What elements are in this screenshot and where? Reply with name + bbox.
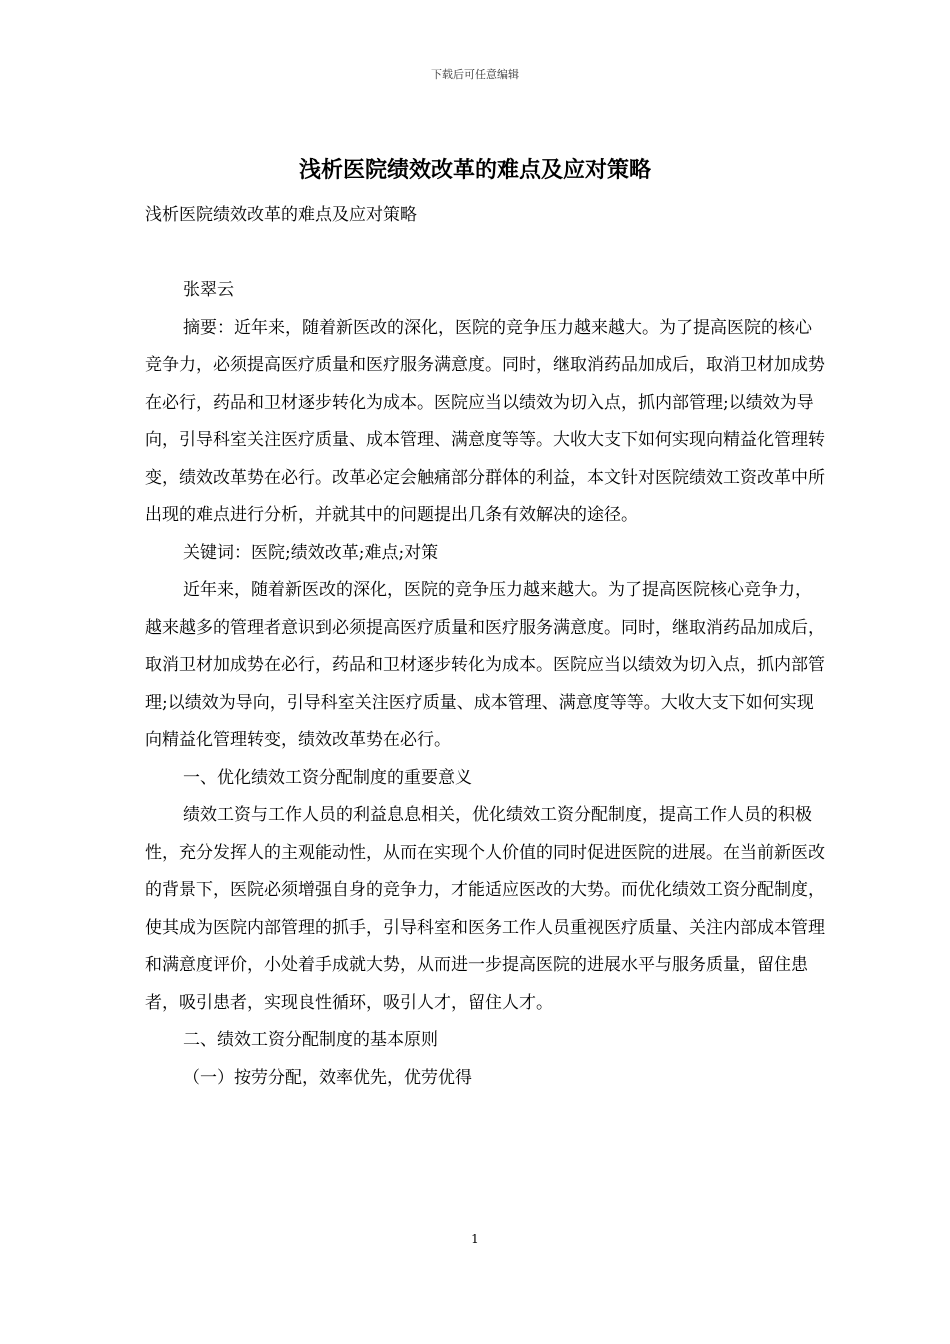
intro-paragraph: 近年来，随着新医改的深化，医院的竞争压力越来越大。为了提高医院核心竞争力，越来越多的管理者意识到必须提高医疗质量和医疗服务满意度。同时，继取消药品加成后，取消卫材加成势在必行，药品和卫材逐步转化为成本。医院应当以绩效为切入点，抓内部管理;以绩效为导向，引导科室关注医疗质量、成本管理、满意度等等。大收大支下如何实现向精益化管理转变，绩效改革势在必行。: [145, 580, 825, 750]
section2-subheading: （一）按劳分配，效率优先，优劳优得: [183, 1067, 472, 1088]
subtitle: 浅析医院绩效改革的难点及应对策略: [145, 205, 417, 225]
section2-heading: 二、绩效工资分配制度的基本原则: [183, 1030, 438, 1050]
header-note: 下载后可任意编辑: [431, 68, 519, 81]
section1-paragraph: 绩效工资与工作人员的利益息息相关，优化绩效工资分配制度，提高工作人员的积极性，充分发挥人的主观能动性，从而在实现个人价值的同时促进医院的进展。在当前新医改的背景下，医院必须增强自身的竞争力，才能适应医改的大势。而优化绩效工资分配制度，使其成为医院内部管理的抓手，引导科室和医务工作人员重视医疗质量、关注内部成本管理和满意度评价，小处着手成就大势，从而进一步提高医院的进展水平与服务质量，留住患者，吸引患者，实现良性循环，吸引人才，留住人才。: [145, 805, 825, 1013]
page-number: 1: [471, 1232, 479, 1246]
section1-heading: 一、优化绩效工资分配制度的重要意义: [183, 767, 472, 788]
keywords: 关键词：医院;绩效改革;难点;对策: [183, 542, 439, 563]
abstract-paragraph: 摘要：近年来，随着新医改的深化，医院的竞争压力越来越大。为了提高医院的核心竞争力，必须提高医疗质量和医疗服务满意度。同时，继取消药品加成后，取消卫材加成势在必行，药品和卫材逐步转化为成本。医院应当以绩效为切入点，抓内部管理;以绩效为导向，引导科室关注医疗质量、成本管理、满意度等等。大收大支下如何实现向精益化管理转变，绩效改革势在必行。改革必定会触痛部分群体的利益，本文针对医院绩效工资改革中所出现的难点进行分析，并就其中的问题提出几条有效解决的途径。: [145, 317, 825, 525]
document-title: 浅析医院绩效改革的难点及应对策略: [298, 157, 651, 183]
document-body: [145, 197, 825, 1097]
author: 张翠云: [183, 280, 234, 300]
